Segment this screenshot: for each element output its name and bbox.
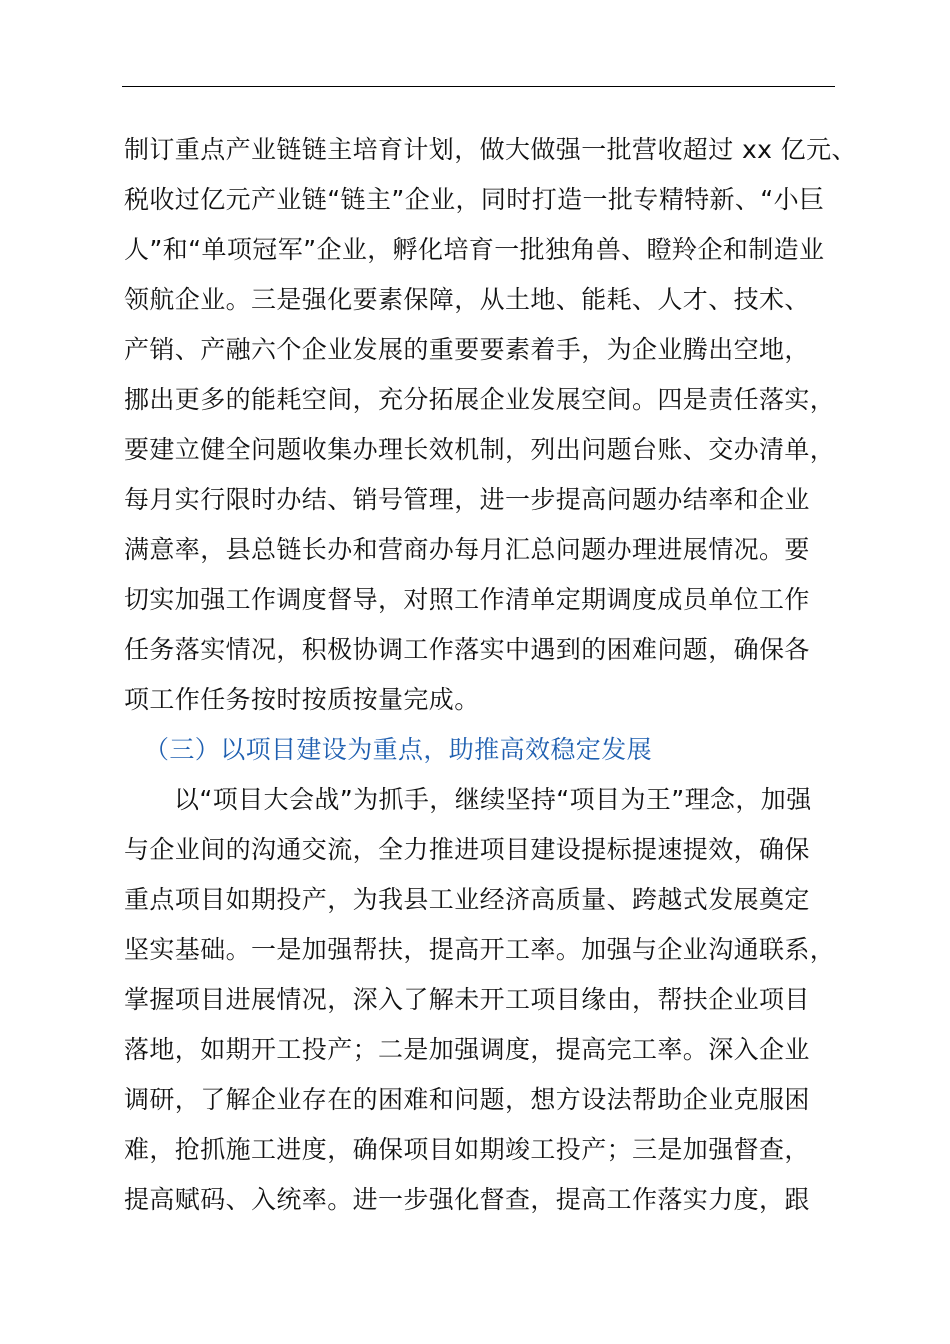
text-line: 难，抢抓施工进度，确保项目如期竣工投产；三是加强督查， (124, 1135, 810, 1164)
text-line: 制订重点产业链链主培育计划，做大做强一批营收超过 xx 亿元、 (124, 135, 857, 164)
text-line: 调研，了解企业存在的困难和问题，想方设法帮助企业克服困 (124, 1085, 810, 1114)
text-line: 挪出更多的能耗空间，充分拓展企业发展空间。四是责任落实， (124, 385, 836, 414)
text-line: 与企业间的沟通交流，全力推进项目建设提标提速提效，确保 (124, 835, 810, 864)
text-line: 以“项目大会战”为抓手，继续坚持“项目为王”理念，加强 (174, 785, 812, 814)
text-line: 领航企业。三是强化要素保障，从土地、能耗、人才、技术、 (124, 285, 810, 314)
text-line: 产销、产融六个企业发展的重要要素着手，为企业腾出空地， (124, 335, 810, 364)
paragraph-2 (124, 775, 864, 1225)
text-line: 掌握项目进展情况，深入了解未开工项目缘由，帮扶企业项目 (124, 985, 810, 1014)
text-line: 项工作任务按时按质按量完成。 (124, 685, 480, 714)
text-line: 每月实行限时办结、销号管理，进一步提高问题办结率和企业 (124, 485, 810, 514)
text-line: 切实加强工作调度督导，对照工作清单定期调度成员单位工作 (124, 585, 810, 614)
text-line: 坚实基础。一是加强帮扶，提高开工率。加强与企业沟通联系， (124, 935, 836, 964)
text-line: 满意率，县总链长办和营商办每月汇总问题办理进展情况。要 (124, 535, 810, 564)
text-line: 人”和“单项冠军”企业，孵化培育一批独角兽、瞪羚企和制造业 (124, 235, 825, 264)
text-line: 税收过亿元产业链“链主”企业，同时打造一批专精特新、“小巨 (124, 185, 825, 214)
section-heading: （三）以项目建设为重点，助推高效稳定发展 (144, 735, 653, 764)
body-text (124, 125, 864, 1225)
text-line: 要建立健全问题收集办理长效机制，列出问题台账、交办清单， (124, 435, 836, 464)
text-line: 重点项目如期投产，为我县工业经济高质量、跨越式发展奠定 (124, 885, 810, 914)
paragraph-1 (124, 125, 864, 725)
text-line: 落地，如期开工投产；二是加强调度，提高完工率。深入企业 (124, 1035, 810, 1064)
text-line: 提高赋码、入统率。进一步强化督查，提高工作落实力度，跟 (124, 1185, 810, 1214)
text-line: 任务落实情况，积极协调工作落实中遇到的困难问题，确保各 (124, 635, 810, 664)
header-rule (122, 86, 835, 87)
